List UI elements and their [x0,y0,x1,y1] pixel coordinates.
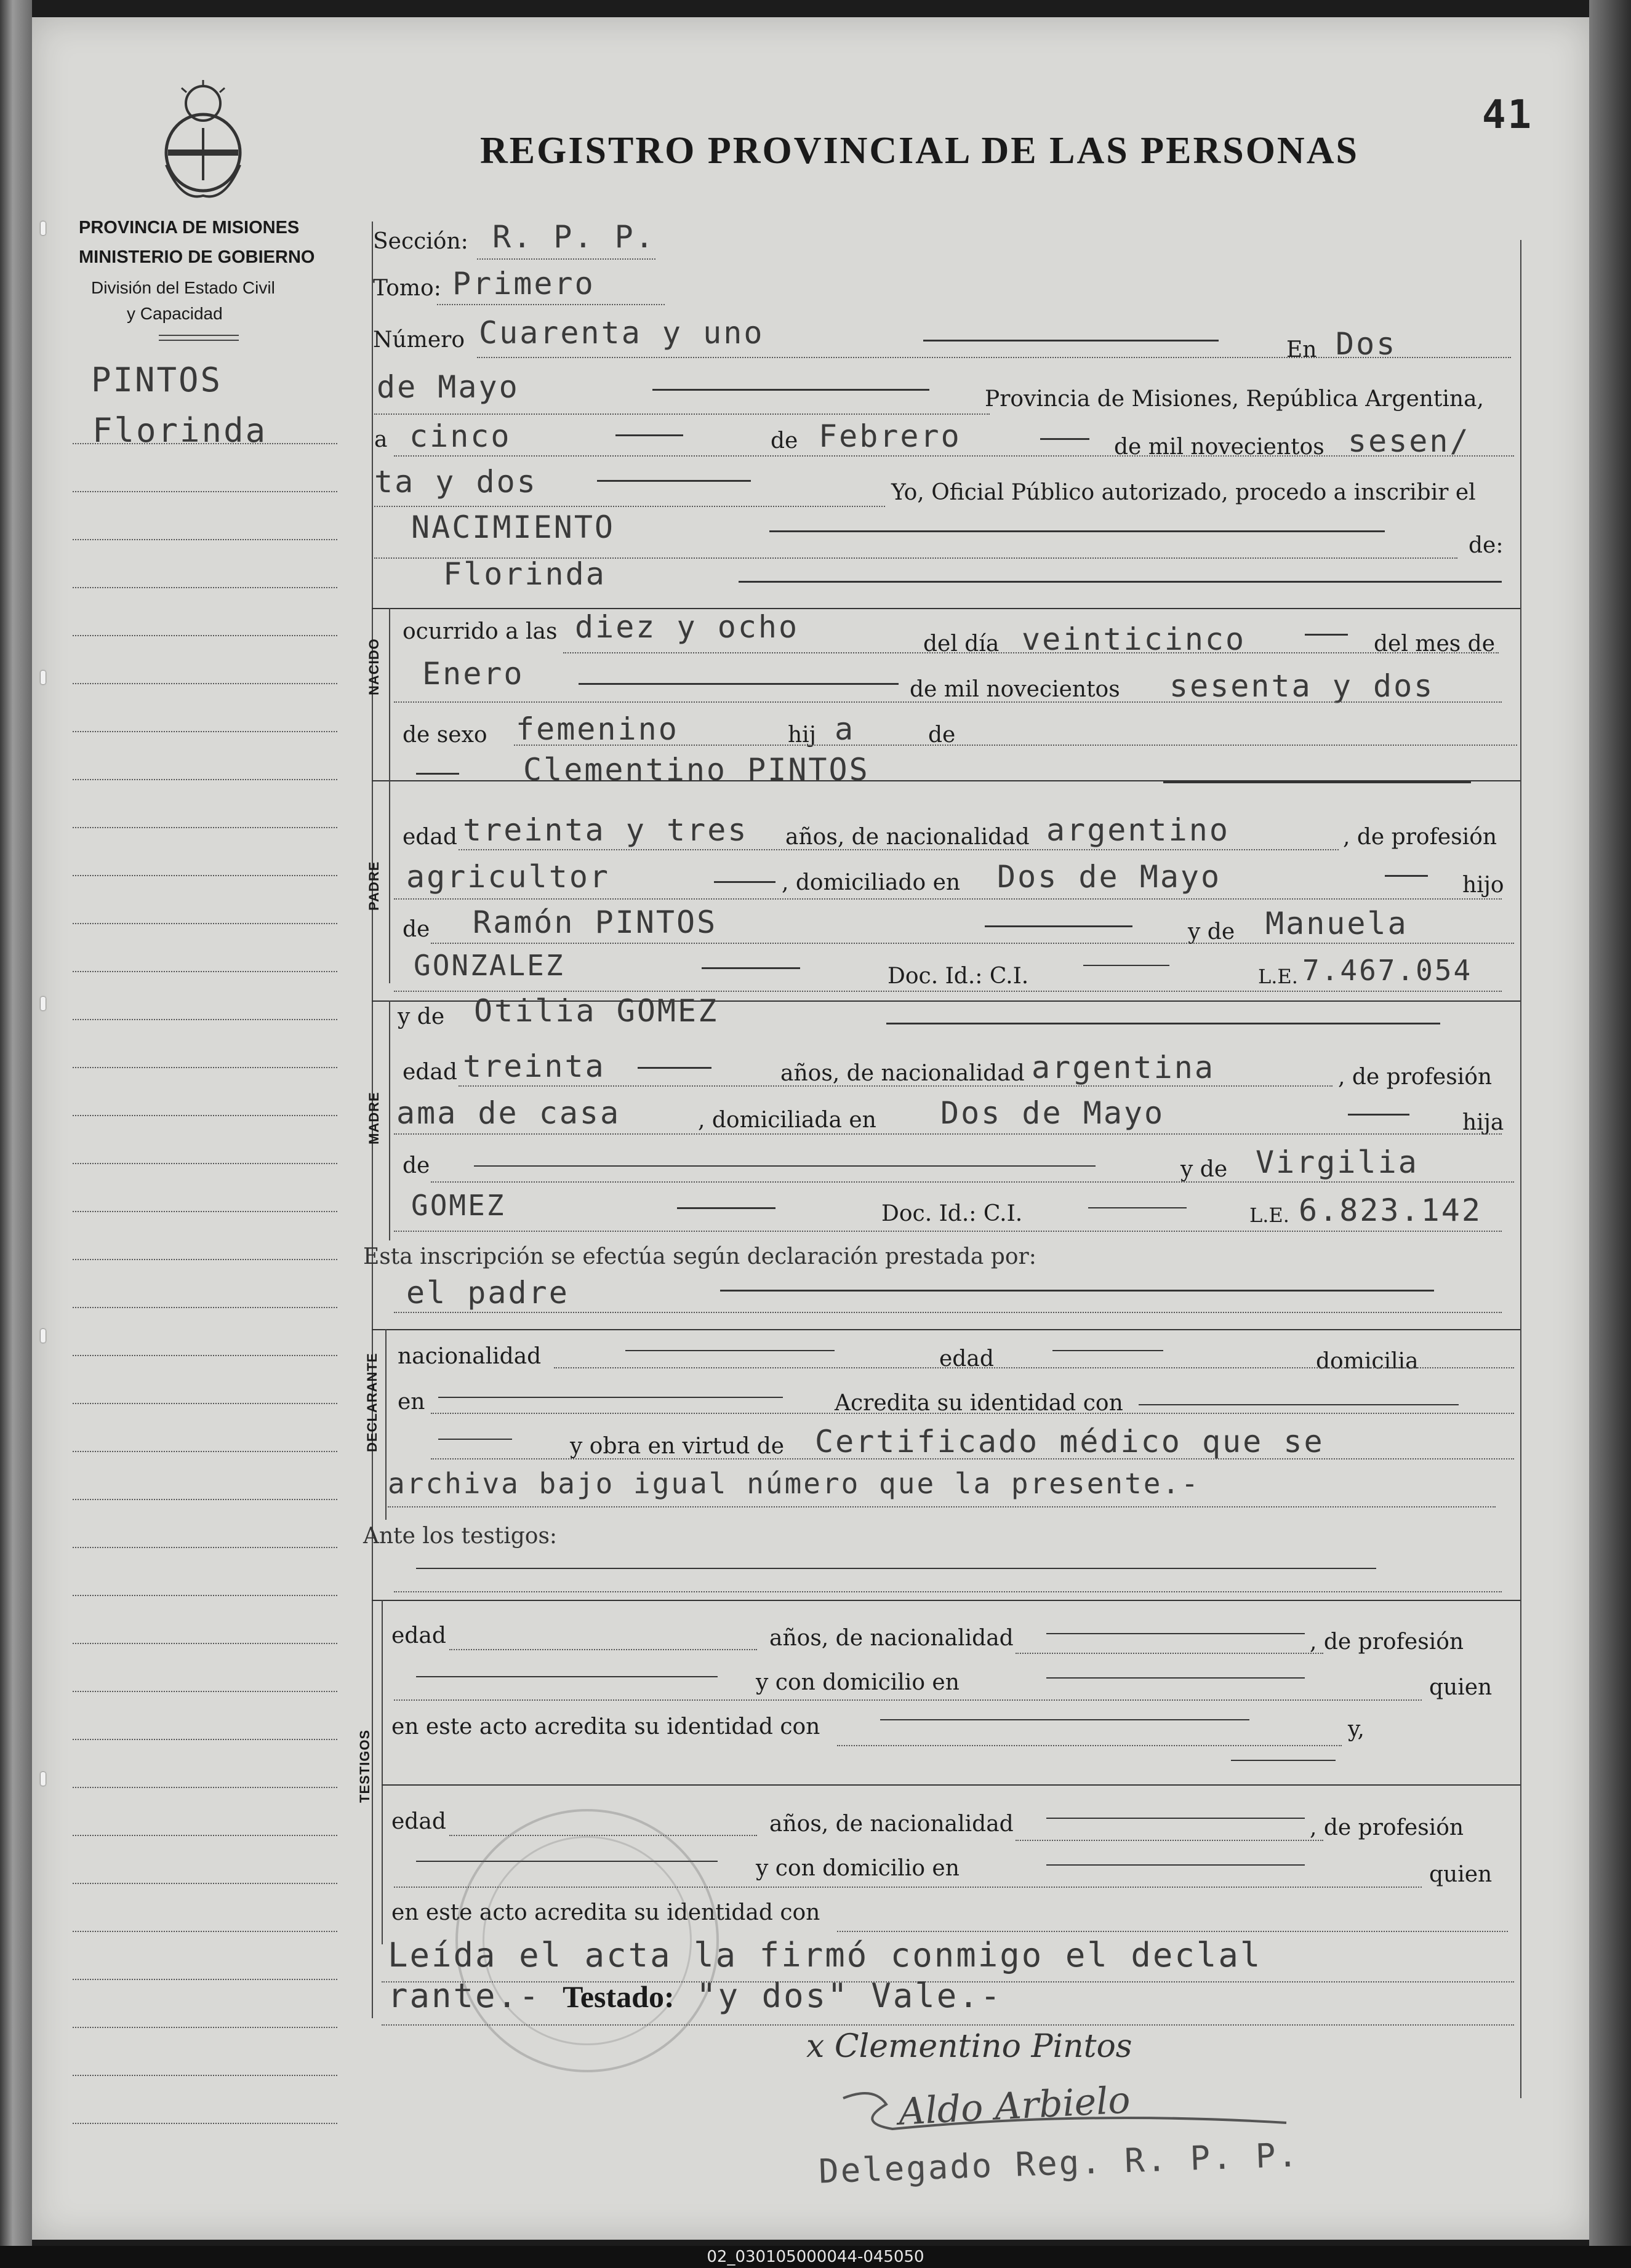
fill-stroke [1088,1207,1187,1208]
hour-label: ocurrido a las [403,619,558,644]
margin-given-name: Florinda [92,411,268,450]
madre-section-label: MADRE [366,1092,382,1144]
margin-rule-line [73,827,337,828]
field-line [459,1085,1332,1087]
child-name: Florinda [443,556,606,592]
margin-rule-line [73,1691,337,1692]
margin-rule-line [73,2075,337,2076]
mother-domicile: Dos de Mayo [940,1095,1165,1131]
closing-line2 [388,1976,1002,2015]
mother-profession: ama de casa [396,1095,621,1131]
section-border [382,1600,383,1944]
margin-rule-line [73,2027,337,2028]
section-border [389,780,390,983]
tomo-value: Primero [452,266,595,301]
margin-rule-line [73,923,337,924]
birth-year: sesenta y dos [1169,668,1435,704]
field-line [431,943,1514,944]
fill-stroke [1385,875,1428,877]
fill-stroke [1231,1760,1336,1761]
en-label: En [1286,337,1317,362]
fill-stroke [615,434,683,436]
field-line [394,1231,1502,1232]
sex-label: de sexo [403,722,487,748]
declarant-en-label: en [398,1389,425,1415]
field-line [459,849,1339,850]
witness1-profession-label: , de profesión [1310,1629,1464,1655]
mother-le-number: 6.823.142 [1299,1192,1482,1228]
fill-stroke [886,1023,1440,1024]
fill-stroke [1139,1404,1459,1405]
binding-stitch [41,671,46,684]
father-edad-label: edad [403,825,457,850]
margin-rule-line [73,1643,337,1644]
closing-testado: Testado: [563,1979,675,2014]
fill-stroke [474,1165,1096,1167]
declarant-age-label: edad [939,1346,994,1372]
mother-name: Otilia GOMEZ [474,993,719,1029]
paternal-grandmother-1: Manuela [1265,906,1408,941]
province-text: Provincia de Misiones, República Argentina, [985,386,1485,412]
division-line1: División del Estado Civil [91,278,275,297]
page-edge [1589,0,1631,2246]
field-line [514,745,1517,746]
mother-domicile-label: , domiciliada en [698,1108,876,1133]
father-nationality-label: años, de nacionalidad [785,825,1030,850]
witness1-acredita-label: en este acto acredita su identidad con [391,1714,820,1739]
field-line [374,413,990,415]
birth-day: veinticinco [1022,621,1246,657]
margin-rule-line [73,683,337,684]
maternal-grandmother-1: Virgilia [1256,1144,1419,1180]
witness1-quien-label: quien [1429,1675,1493,1700]
field-line [431,1458,1514,1459]
section-divider [372,1600,1520,1601]
fill-stroke [438,1439,512,1440]
declarant-acredita-label: Acredita su identidad con [835,1391,1123,1416]
division-line2: y Capacidad [127,304,223,323]
signature-flourish-icon [837,2086,1292,2141]
witness1-y-label: y, [1348,1717,1365,1742]
witness1-nationality-label: años, de nacionalidad [769,1626,1014,1651]
margin-surname: PINTOS [91,361,223,399]
margin-rule-line [73,1787,337,1788]
field-line [1016,1840,1323,1841]
birth-month: Enero [422,656,524,692]
margin-rule-line [73,1355,337,1356]
page-number: 41 [1482,92,1534,138]
de-label: de: [1469,533,1504,558]
fill-stroke [677,1207,775,1209]
section-border [389,1000,390,1240]
father-yde-label: y de [1188,919,1235,944]
form-right-border [1520,240,1521,2098]
witness2-nationality-label: años, de nacionalidad [769,1811,1014,1837]
declarant-domicile-label: domicilia [1316,1349,1419,1374]
place-value-part1: Dos [1336,326,1397,362]
mother-hija-label: hija [1462,1110,1504,1135]
mother-age: treinta [463,1048,606,1084]
margin-rule-line [73,1835,337,1836]
field-line [449,1649,757,1650]
obra-label: y obra en virtud de [570,1434,785,1459]
birth-month-label: del mes de [1374,631,1496,657]
numero-value: Cuarenta y uno [479,315,764,351]
province-heading: PROVINCIA DE MISIONES [79,218,300,238]
field-line [388,1506,1496,1507]
act-type: NACIMIENTO [411,509,615,545]
fill-stroke [702,967,800,969]
field-line [394,455,1514,457]
father-age: treinta y tres [463,812,748,848]
mother-yde-label: y de [398,1004,445,1029]
witness2-profession-label: , de profesión [1310,1815,1464,1840]
mother-nationality: argentina [1032,1050,1215,1085]
father-le-number: 7.467.054 [1302,954,1473,987]
declarant-nationality-label: nacionalidad [398,1344,542,1369]
registration-year-part2: ta y dos [374,464,537,500]
fill-stroke [1046,1818,1305,1819]
fill-stroke [714,881,775,883]
father-hijo-label: hijo [1462,872,1504,898]
birth-year-label: de mil novecientos [910,677,1120,702]
field-line [437,304,665,305]
book-spine [0,0,32,2246]
page-title: REGISTRO PROVINCIAL DE LAS PERSONAS [480,130,1359,172]
field-line [837,1745,1342,1746]
declarante-section-label: DECLARANTE [364,1352,380,1452]
fill-stroke [416,1676,718,1677]
fill-stroke [597,480,751,482]
numero-label: Número [373,327,465,353]
fill-stroke [1046,1633,1305,1634]
mother-edad-label: edad [403,1060,457,1085]
declarant: el padre [406,1275,569,1311]
fill-stroke [652,389,929,391]
closing-vale: "y dos" Vale.- [674,1976,1003,2015]
margin-rule-line [73,875,337,876]
witnesses-intro: Ante los testigos: [363,1523,558,1549]
declaration-intro: Esta inscripción se efectúa según declaración prestada por: [363,1244,1036,1269]
fill-stroke [579,683,899,685]
field-line [394,898,1502,900]
field-line [394,1312,1502,1313]
fill-stroke [1046,1864,1305,1866]
registration-day: cinco [409,418,511,454]
fill-stroke [769,530,1385,532]
margin-rule-line [73,1307,337,1308]
field-line [554,1367,1514,1368]
margin-rule-line [73,1163,337,1164]
field-line [1016,1653,1323,1654]
registration-year-part1: sesen/ [1348,423,1470,459]
witness2-domicile-label: y con domicilio en [756,1856,960,1881]
father-le-label: L.E. [1258,965,1298,988]
fill-stroke [720,1290,1434,1292]
mother-nationality-label: años, de nacionalidad [780,1061,1025,1086]
field-line [394,991,1502,992]
margin-rule-line [73,1067,337,1068]
declarant-signature: x Clementino Pintos [806,2028,1132,2065]
margin-rule-line [73,2123,337,2124]
birth-hour: diez y ocho [575,609,799,645]
section-divider [382,1784,1520,1786]
registration-month: Febrero [819,418,961,454]
divider [159,335,239,336]
nacido-section-label: NACIDO [366,638,382,695]
fill-stroke [1052,1350,1163,1351]
margin-rule-line [73,539,337,540]
hij-label: hij [788,722,816,748]
field-line [431,1413,1514,1414]
witness1-domicile-label: y con domicilio en [756,1670,960,1695]
year-label: de mil novecientos [1114,434,1324,460]
fill-stroke [416,1568,1376,1569]
field-line [394,1133,1502,1135]
fill-stroke [985,925,1132,927]
margin-rule-line [73,1115,337,1116]
official-signature: Aldo Arbielo [897,2078,1132,2134]
father-de-label: de [403,917,430,942]
obra-value-1: Certificado médico que se [815,1424,1324,1459]
margin-rule-line [73,491,337,492]
father-domicile: Dos de Mayo [997,859,1222,895]
closing-rante: rante.- [388,1976,563,2015]
official-title: Delegado Reg. R. P. P. [818,2135,1300,2191]
father-profession: agricultor [406,859,611,895]
margin-rule-line [73,443,337,444]
section-border [385,1329,387,1520]
mother-yde2-label: y de [1180,1157,1228,1182]
fill-stroke [1040,438,1089,440]
field-line [394,1699,1422,1701]
margin-rule-line [73,1931,337,1932]
section-border [389,608,390,780]
field-line [431,1181,1514,1183]
margin-rule-line [73,1259,337,1260]
hij-suffix: a [835,711,856,747]
margin-rule-line [73,971,337,972]
fill-stroke [1305,634,1348,636]
fill-stroke [625,1350,835,1351]
field-line [563,652,1499,653]
mother-doc-label: Doc. Id.: C.I. [881,1201,1023,1226]
field-line [477,258,655,260]
section-divider [372,1329,1520,1330]
maternal-grandmother-2: GOMEZ [411,1189,506,1222]
father-name: Clementino PINTOS [523,752,870,788]
father-doc-label: Doc. Id.: C.I. [888,964,1029,989]
field-line [394,1591,1502,1592]
field-line [477,357,1511,358]
fill-stroke [1046,1677,1305,1679]
fill-stroke [880,1719,1249,1720]
field-line [394,701,1502,703]
binding-stitch [41,1772,46,1786]
testigos-section-label: TESTIGOS [357,1729,372,1803]
seccion-label: Sección: [373,229,468,254]
margin-rule-line [73,635,337,636]
witness2-edad-label: edad [391,1809,446,1834]
fill-stroke [923,340,1219,341]
fill-stroke [1163,781,1471,783]
field-line [374,506,885,507]
hij-de-label: de [928,722,956,748]
margin-rule-line [73,1019,337,1020]
margin-rule-line [73,587,337,588]
field-line [837,1931,1508,1932]
margin-rule-line [73,779,337,780]
margin-rule-line [73,1211,337,1212]
tomo-label: Tomo: [373,276,441,301]
month-label: de [771,428,798,453]
child-sex: femenino [516,711,679,747]
padre-section-label: PADRE [366,861,382,911]
witness2-quien-label: quien [1429,1862,1493,1887]
paternal-grandfather: Ramón PINTOS [473,904,718,940]
fill-stroke [438,1397,783,1398]
image-caption: 02_030105000044-045050 [0,2246,1631,2268]
fill-stroke [1348,1114,1409,1116]
margin-rule-line [73,1451,337,1452]
mother-le-label: L.E. [1249,1204,1289,1227]
margin-rule-line [73,1739,337,1740]
officer-text: Yo, Oficial Público autorizado, procedo a inscribir el [891,480,1476,505]
margin-rule-line [73,1883,337,1884]
binding-stitch [41,997,46,1010]
margin-rule-line [73,1403,337,1404]
place-value-part2: de Mayo [377,369,519,405]
margin-rule-line [73,1979,337,1980]
divider [159,340,239,341]
paternal-grandmother-2: GONZALEZ [414,949,565,982]
fill-stroke [1083,965,1169,966]
field-line [382,2024,1514,2026]
witness1-edad-label: edad [391,1623,446,1648]
closing-line1: Leída el acta la firmó conmigo el declal [388,1936,1262,1975]
mother-de-label: de [403,1153,430,1178]
witness2-acredita-label: en este acto acredita su identidad con [391,1900,820,1925]
father-domicile-label: , domiciliado en [782,870,961,895]
binding-stitch [41,222,46,235]
father-profession-label: , de profesión [1343,825,1497,850]
section-divider [372,608,1520,609]
father-nationality: argentino [1046,812,1230,848]
obra-value-2: archiva bajo igual número que la presente.- [388,1467,1200,1500]
ministry-heading: MINISTERIO DE GOBIERNO [79,247,315,267]
margin-rule-line [73,731,337,732]
birth-day-label: del día [923,631,1000,657]
binding-stitch [41,1329,46,1343]
coat-of-arms-icon [157,79,249,202]
fill-stroke [638,1067,711,1069]
margin-rule-line [73,1595,337,1596]
day-prefix: a [374,427,388,452]
margin-rule-line [73,1499,337,1500]
mother-profession-label: , de profesión [1338,1064,1493,1090]
seccion-value: R. P. P. [492,219,655,255]
margin-rule-line [73,1547,337,1548]
fill-stroke [739,581,1502,583]
fill-stroke [416,773,459,775]
